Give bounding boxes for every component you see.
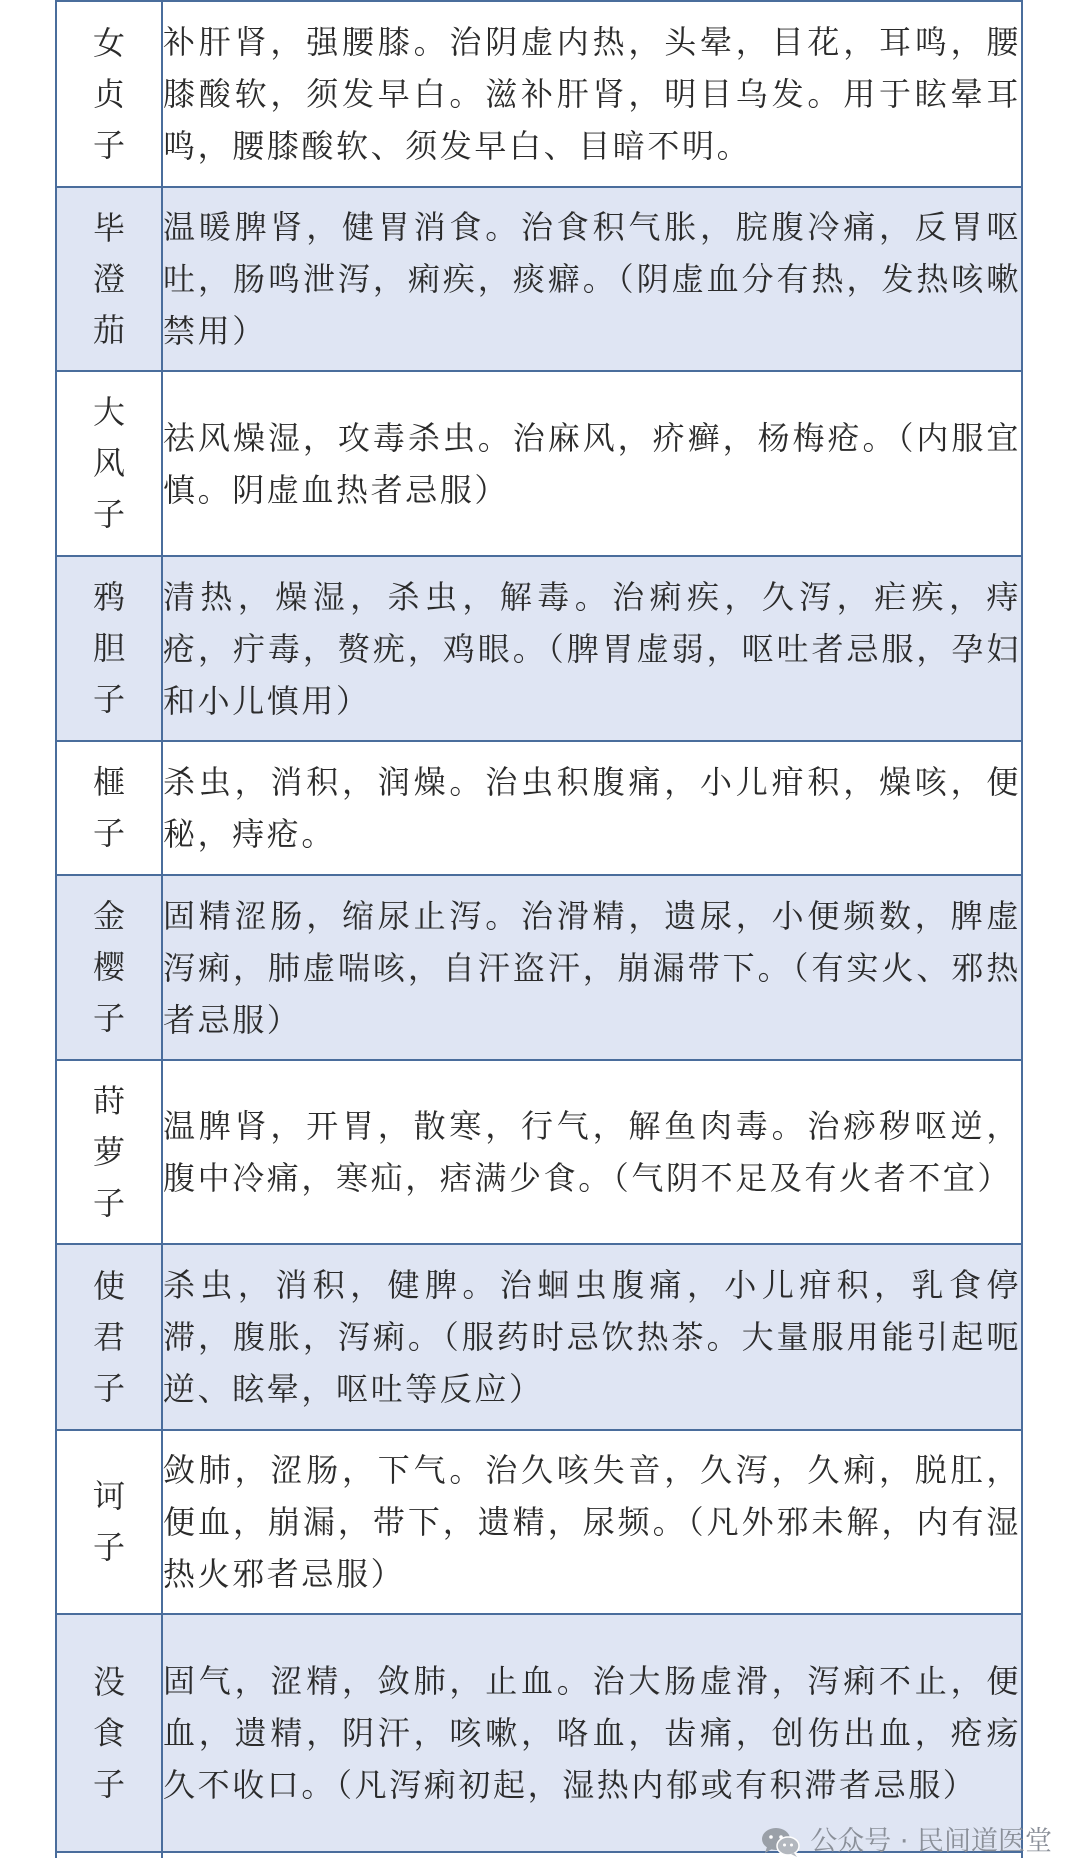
table-row (56, 1430, 1022, 1614)
herb-description: 固精涩肠，缩尿止泻。治滑精，遗尿，小便频数，脾虚泻痢，肺虚喘咳，自汗盗汗，崩漏带下。（有实火、邪热者忌服） (163, 896, 1021, 1039)
herb-name-cell (56, 1614, 162, 1852)
table-row (56, 556, 1022, 741)
watermark (760, 1826, 1052, 1858)
table-row (56, 371, 1022, 556)
herb-desc-cell (162, 556, 1022, 741)
herb-desc-cell (162, 1, 1022, 187)
herb-desc-cell (162, 1430, 1022, 1614)
herb-desc-cell (162, 371, 1022, 556)
herb-name: 榧子 (92, 763, 125, 852)
herb-desc-cell (162, 187, 1022, 371)
herb-description: 祛风燥湿，攻毒杀虫。治麻风，疥癣，杨梅疮。（内服宜慎。阴虚血热者忌服） (163, 418, 1021, 509)
herb-name-cell (56, 741, 162, 875)
herb-name-cell (56, 371, 162, 556)
herb-name-cell (56, 875, 162, 1060)
herb-desc-cell (162, 741, 1022, 875)
table-row (56, 1244, 1022, 1430)
herb-name-cell (56, 1, 162, 187)
herb-table (55, 0, 1023, 1858)
herb-desc-cell (162, 1244, 1022, 1430)
herb-name: 鸦胆子 (92, 578, 125, 718)
wechat-icon (760, 1826, 802, 1858)
herb-name: 没食子 (92, 1662, 125, 1803)
table-row (56, 741, 1022, 875)
herb-name-cell (56, 187, 162, 371)
herb-desc-cell (162, 875, 1022, 1060)
herb-name-cell (56, 1430, 162, 1614)
herb-description: 温暖脾肾，健胃消食。治食积气胀，脘腹冷痛，反胃呕吐，肠鸣泄泻，痢疾，痰癖。（阴虚血分有热，发热咳嗽禁用） (163, 208, 1021, 350)
herb-description: 补肝肾，强腰膝。治阴虚内热，头晕，目花，耳鸣，腰膝酸软，须发早白。滋补肝肾，明目乌发。用于眩晕耳鸣，腰膝酸软、须发早白、目暗不明。 (163, 23, 1021, 165)
herb-name: 诃子 (92, 1477, 125, 1566)
table-row (56, 187, 1022, 371)
herb-name: 莳萝子 (92, 1081, 125, 1222)
herb-desc-cell (162, 1614, 1022, 1852)
herb-name-cell (56, 1244, 162, 1430)
herb-name-cell (56, 1060, 162, 1244)
herb-description: 杀虫，消积，健脾。治蛔虫腹痛，小儿疳积，乳食停滞，腹胀，泻痢。（服药时忌饮热茶。大量服用能引起呃逆、眩晕，呕吐等反应） (163, 1266, 1021, 1408)
herb-desc-cell (162, 1060, 1022, 1244)
herb-description: 清热，燥湿，杀虫，解毒。治痢疾，久泻，疟疾，痔疮，疔毒，赘疣，鸡眼。（脾胃虚弱，呕吐者忌服，孕妇和小儿慎用） (163, 577, 1021, 720)
herb-name: 大风子 (92, 393, 125, 533)
herb-description: 温脾肾，开胃，散寒，行气，解鱼肉毒。治痧秽呕逆，腹中冷痛，寒疝，痞满少食。（气阴不足及有火者不宜） (163, 1107, 1021, 1197)
table-row (56, 1, 1022, 187)
watermark-text: 公众号 · 民间道医堂 (810, 1826, 1052, 1857)
herb-name: 毕澄茄 (92, 208, 125, 349)
herb-table-sheet (55, 0, 1023, 1858)
herb-description: 敛肺，涩肠，下气。治久咳失音，久泻，久痢，脱肛，便血，崩漏，带下，遗精，尿频。（凡外邪未解，内有湿热火邪者忌服） (163, 1451, 1021, 1593)
herb-name: 金樱子 (92, 897, 125, 1037)
table-row (56, 875, 1022, 1060)
herb-description: 杀虫，消积，润燥。治虫积腹痛，小儿疳积，燥咳，便秘，痔疮。 (163, 763, 1021, 853)
herb-name: 使君子 (92, 1266, 125, 1407)
herb-name-cell (56, 556, 162, 741)
herb-name: 女贞子 (92, 23, 125, 164)
herb-name-cell-empty (56, 1852, 162, 1858)
herb-description: 固气，涩精，敛肺，止血。治大肠虚滑，泻痢不止，便血，遗精，阴汗，咳嗽，咯血，齿痛，创伤出血，疮疡久不收口。（凡泻痢初起，湿热内郁或有积滞者忌服） (163, 1662, 1021, 1804)
table-row (56, 1614, 1022, 1852)
table-row (56, 1060, 1022, 1244)
